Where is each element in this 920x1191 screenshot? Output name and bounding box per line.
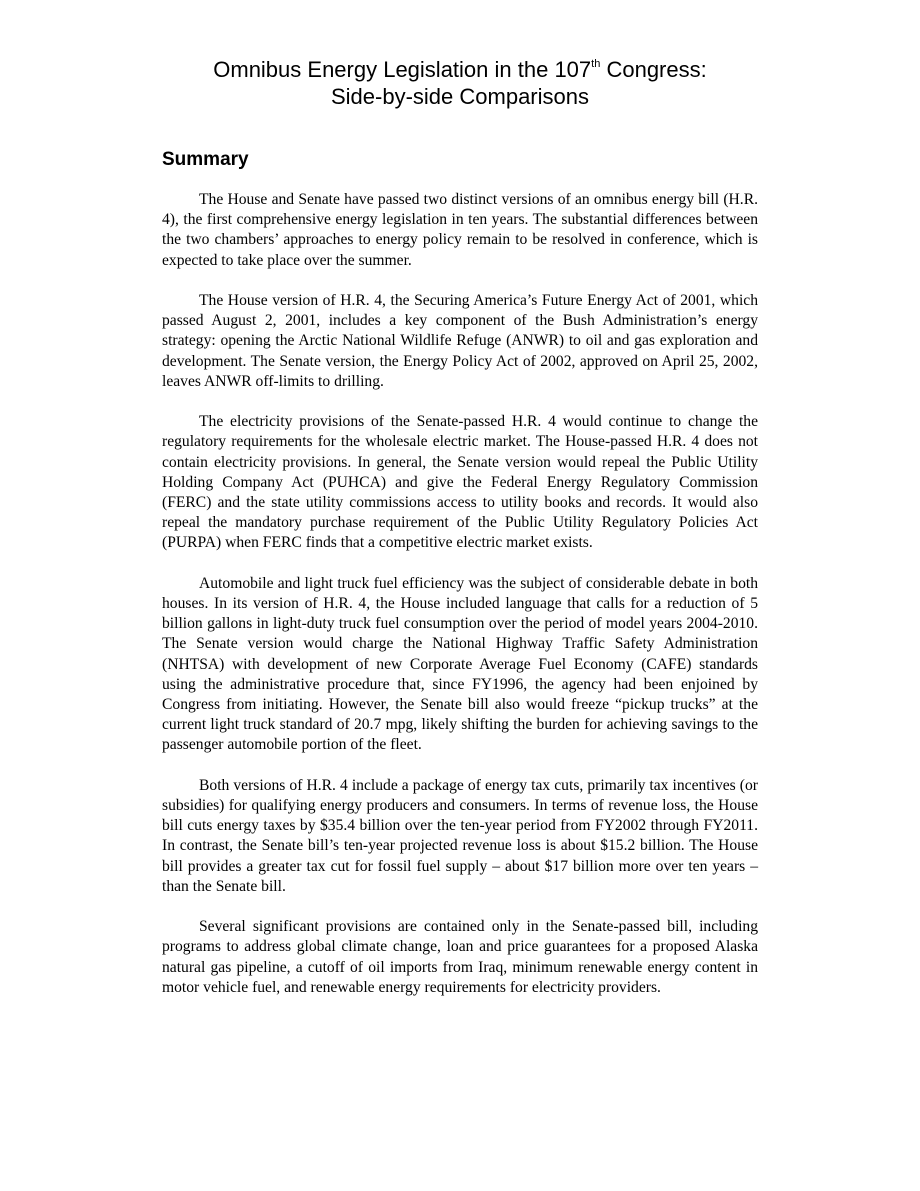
paragraph-3: The electricity provisions of the Senate-passed H.R. 4 would continue to change the regulatory requirements for the wholesale electric market. The House-passed H.R. 4 does not contain electricity provisions. In general, the Senate version would repeal the Public Utility Holding Company Act (PUHCA) and give the Federal Energy Regulatory Commission (FERC) and the state utility commissions access to utility books and records. It would also repeal the mandatory purchase requirement of the Public Utility Regulatory Policies Act (PURPA) when FERC finds that a competitive electric market exists. <box>162 413 758 552</box>
summary-body <box>162 190 758 998</box>
document-page <box>162 56 758 1018</box>
section-heading: Summary <box>162 149 249 170</box>
paragraph-5: Both versions of H.R. 4 include a package of energy tax cuts, primarily tax incentives (or subsidies) for qualifying energy producers and consumers. In terms of revenue loss, the House bill cuts energy taxes by $35.4 billion over the ten-year period from FY2002 through FY2011. In contrast, the Senate bill’s ten-year projected revenue loss is about $15.2 billion. The House bill provides a greater tax cut for fossil fuel supply – about $17 billion more over ten years – than the Senate bill. <box>162 776 758 895</box>
paragraph-6: Several significant provisions are contained only in the Senate-passed bill, including programs to address global climate change, loan and price guarantees for a proposed Alaska natural gas pipeline, a cutoff of oil imports from Iraq, minimum renewable energy content in motor vehicle fuel, and renewable energy requirements for electricity providers. <box>162 918 758 996</box>
document-title <box>162 56 758 110</box>
paragraph-2: The House version of H.R. 4, the Securing America’s Future Energy Act of 2001, which passed August 2, 2001, includes a key component of the Bush Administration’s energy strategy: opening the Arctic National Wildlife Refuge (ANWR) to oil and gas exploration and development. The Senate version, the Energy Policy Act of 2002, approved on April 25, 2002, leaves ANWR off-limits to drilling. <box>162 292 758 390</box>
title-text-part1: Omnibus Energy Legislation in the 107 <box>213 57 592 82</box>
paragraph-1: The House and Senate have passed two distinct versions of an omnibus energy bill (H.R. 4), the first comprehensive energy legislation in ten years. The substantial differences between the two chambers’ approaches to energy policy remain to be resolved in conference, which is expected to take place over the summer. <box>162 191 758 269</box>
paragraph-4: Automobile and light truck fuel efficiency was the subject of considerable debate in both houses. In its version of H.R. 4, the House included language that calls for a reduction of 5 billion gallons in light-duty truck fuel consumption over the period of model years 2004-2010. The Senate version would charge the National Highway Traffic Safety Administration (NHTSA) with development of new Corporate Average Fuel Economy (CAFE) standards using the administrative procedure that, since FY1996, the agency had been enjoined by Congress from initiating. However, the Senate bill also would freeze “pickup trucks” at the current light truck standard of 20.7 mpg, likely shifting the burden for achieving savings to the passenger automobile portion of the fleet. <box>162 574 758 754</box>
title-line-1 <box>213 57 706 82</box>
title-superscript: th <box>591 57 601 70</box>
title-text-part2: Congress: <box>600 57 707 82</box>
title-line-2: Side-by-side Comparisons <box>331 84 589 109</box>
